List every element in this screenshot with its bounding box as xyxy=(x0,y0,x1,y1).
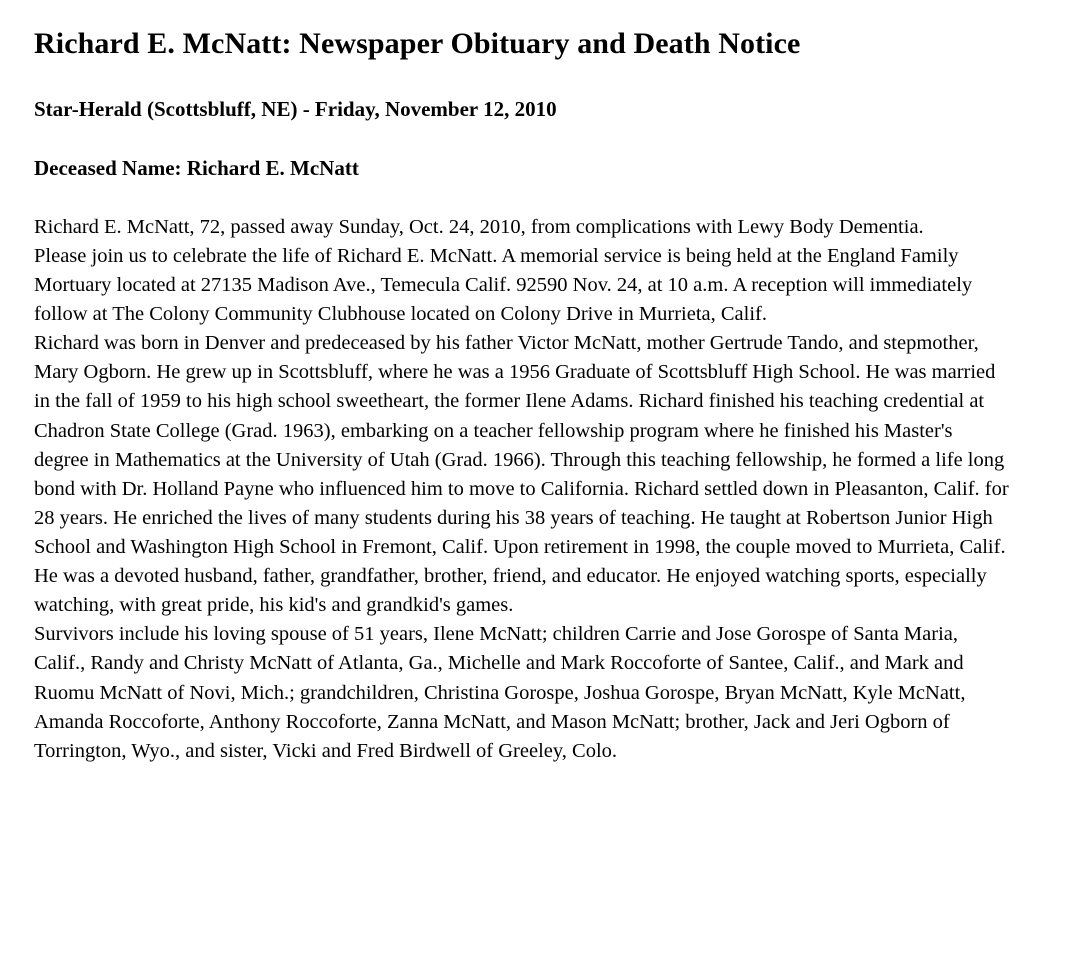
publication-line: Star-Herald (Scottsbluff, NE) - Friday, November 12, 2010 xyxy=(34,97,557,122)
page-title: Richard E. McNatt: Newspaper Obituary and Death Notice xyxy=(34,27,801,60)
deceased-name-line: Deceased Name: Richard E. McNatt xyxy=(34,155,359,180)
obituary-paragraph: Survivors include his loving spouse of 51 years, Ilene McNatt; children Carrie and Jose Gorospe of Santa Maria, Calif., Randy and Christy McNatt of Atlanta, Ga., Michelle and Mark Roccoforte of Santee, Calif., and Mark and Ruomu McNatt of Novi, Mich.; grandchildren, Christina Gorospe, Joshua Gorospe, Bryan McNatt, Kyle McNatt, Amanda Roccoforte, Anthony Roccoforte, Zanna McNatt, and Mason McNatt; brother, Jack and Jeri Ogborn of Torrington, Wyo., and sister, Vicki and Fred Birdwell of Greeley, Colo. xyxy=(34,623,966,762)
obituary-paragraph: Richard E. McNatt, 72, passed away Sunday, Oct. 24, 2010, from complications with Lewy Body Dementia. xyxy=(34,215,924,238)
obituary-paragraph: Richard was born in Denver and predeceased by his father Victor McNatt, mother Gertrude Tando, and stepmother, Mary Ogborn. He grew up in Scottsbluff, where he was a 1956 Graduate of Scottsbluff High School. He was married in the fall of 1959 to his high school sweetheart, the former Ilene Adams. Richard finished his teaching credential at Chadron State College (Grad. 1963), embarking on a teacher fellowship program where he finished his Master's degree in Mathematics at the University of Utah (Grad. 1966). Through this teaching fellowship, he formed a life long bond with Dr. Holland Payne who influenced him to move to California. Richard settled down in Pleasanton, Calif. for 28 years. He enriched the lives of many students during his 38 years of teaching. He taught at Robertson Junior High School and Washington High School in Fremont, Calif. Upon retirement in 1998, the couple moved to Murrieta, Calif. He was a devoted husband, father, grandfather, brother, friend, and educator. He enjoyed watching sports, especially watching, with great pride, his kid's and grandkid's games. xyxy=(34,332,1009,617)
obituary-body xyxy=(34,213,1041,766)
obituary-paragraph: Please join us to celebrate the life of Richard E. McNatt. A memorial service is being held at the England Family Mortuary located at 27135 Madison Ave., Temecula Calif. 92590 Nov. 24, at 10 a.m. A reception will immediately follow at The Colony Community Clubhouse located on Colony Drive in Murrieta, Calif. xyxy=(34,244,973,326)
